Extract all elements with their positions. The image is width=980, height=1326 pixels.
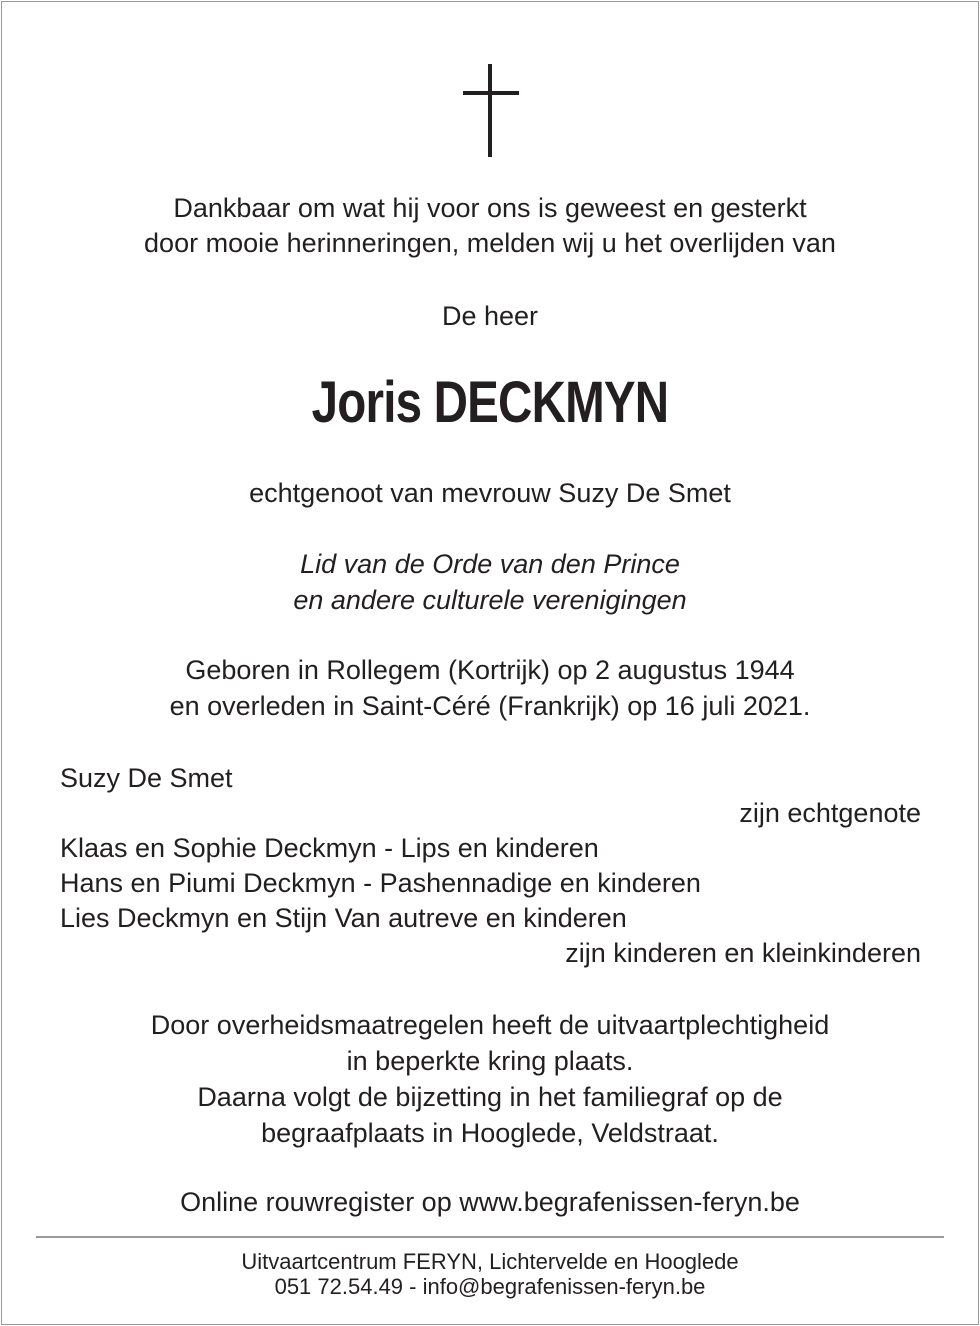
mourner-child-3: Lies Deckmyn en Stijn Van autreve en kinderen: [60, 903, 627, 933]
membership-line-2: en andere culturele verenigingen: [293, 585, 687, 615]
funeral-notice-line-1: Door overheidsmaatregelen heeft de uitvaartplechtigheid: [150, 1010, 830, 1040]
salutation: De heer: [441, 301, 539, 331]
mourner-child-2: Hans en Piumi Deckmyn - Pashennadige en kinderen: [60, 868, 701, 898]
deceased-name: Joris DECKMYN: [311, 370, 669, 435]
membership-line-1: Lid van de Orde van den Prince: [300, 549, 680, 579]
death-line: en overleden in Saint-Céré (Frankrijk) op 16 juli 2021.: [169, 691, 811, 721]
footer-line-2: 051 72.54.49 - info@begrafenissen-feryn.be: [274, 1274, 706, 1299]
intro-line-1: Dankbaar om wat hij voor ons is geweest en gesterkt: [173, 193, 807, 223]
funeral-notice-line-3: Daarna volgt de bijzetting in het familiegraf op de: [197, 1082, 783, 1112]
birth-line: Geboren in Rollegem (Kortrijk) op 2 augustus 1944: [185, 655, 795, 685]
footer-line-1: Uitvaartcentrum FERYN, Lichtervelde en Hooglede: [241, 1249, 739, 1274]
children-relation: zijn kinderen en kleinkinderen: [565, 938, 921, 968]
spouse-line: echtgenoot van mevrouw Suzy De Smet: [249, 478, 731, 508]
intro-line-2: door mooie herinneringen, melden wij u het overlijden van: [144, 228, 836, 258]
mourner-spouse: Suzy De Smet: [60, 763, 233, 793]
online-register: Online rouwregister op www.begrafenissen-feryn.be: [180, 1187, 800, 1217]
funeral-notice-line-4: begraafplaats in Hooglede, Veldstraat.: [261, 1118, 719, 1148]
spouse-relation: zijn echtgenote: [739, 798, 921, 828]
mourner-child-1: Klaas en Sophie Deckmyn - Lips en kinderen: [60, 833, 599, 863]
funeral-notice-line-2: in beperkte kring plaats.: [346, 1046, 634, 1076]
footer-divider: [36, 1236, 944, 1238]
